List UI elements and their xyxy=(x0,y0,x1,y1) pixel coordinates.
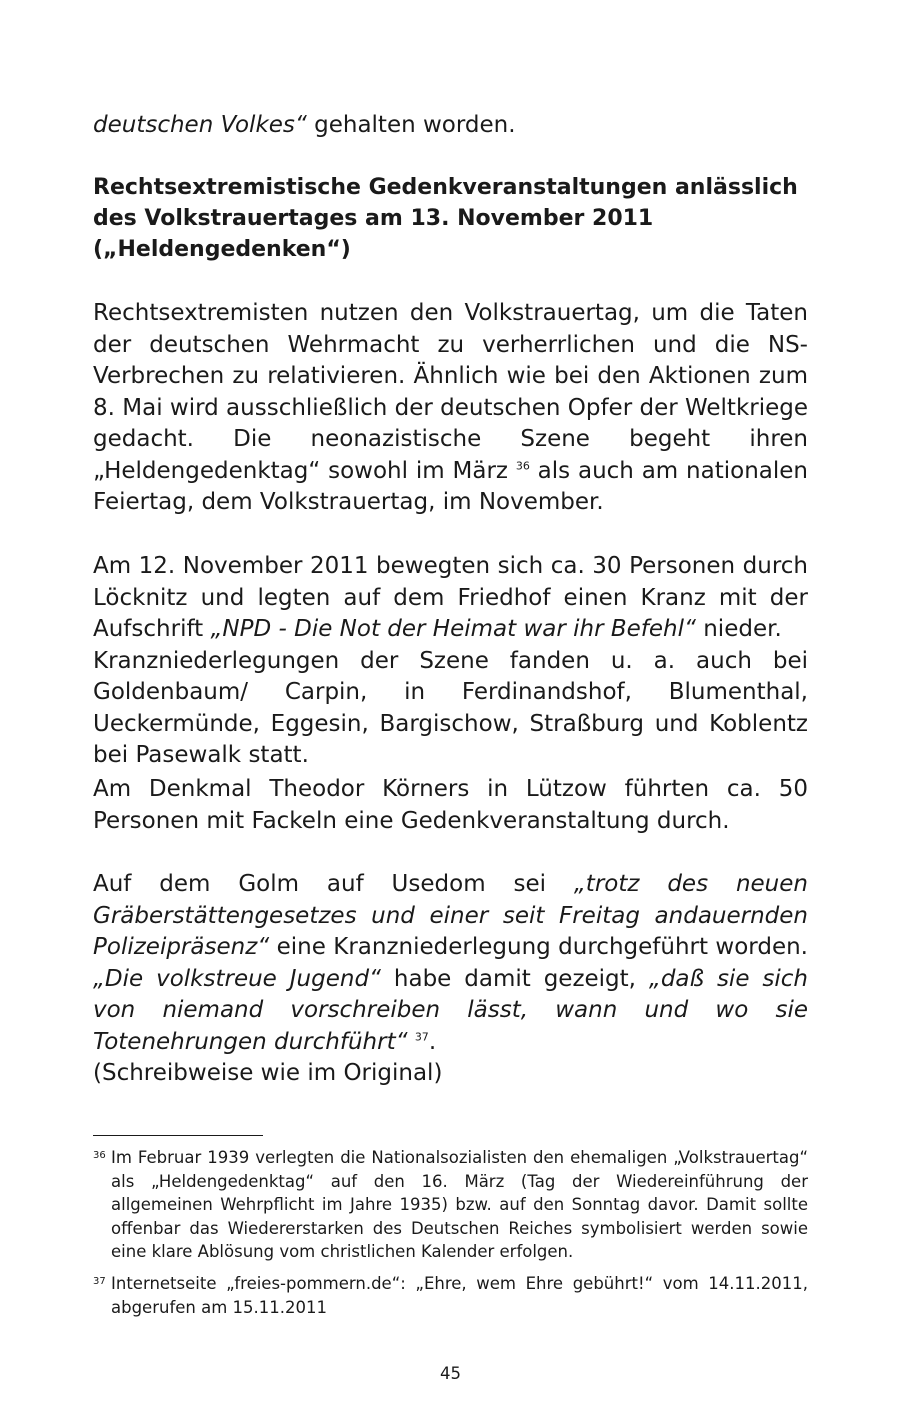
footnote-36 xyxy=(93,1146,808,1264)
quote-2: „Die volkstreue Jugend“ xyxy=(93,965,381,992)
quote-1: „trotz des neuen Gräberstättengesetzes und einer seit Freitag andauernden Polizeipräsenz“ xyxy=(93,871,808,960)
banner-quote: „NPD - Die Not der Heimat war ihr Befehl“ xyxy=(210,616,696,642)
continuation-line xyxy=(93,110,808,142)
footnote-text: Internetseite „freies-pommern.de“: „Ehre, wem Ehre gebührt!“ vom 14.11.2011, abgerufen am 15.11.2011 xyxy=(111,1274,808,1317)
footnote-ref-37[interactable]: 37 xyxy=(414,1029,429,1043)
footnote-37 xyxy=(93,1272,808,1319)
footnote-ref-36[interactable]: 36 xyxy=(515,458,530,472)
continuation-text: gehalten worden. xyxy=(306,112,516,138)
quote-3: „daß sie sich von niemand vorschreiben lässt, wann und wo sie Totenehrungen durchführt“ xyxy=(93,965,809,1055)
paragraph-4 xyxy=(93,869,808,1090)
footnote-divider xyxy=(93,1135,263,1136)
paragraph-2 xyxy=(93,551,808,772)
paragraph-2-text-end: nieder. xyxy=(695,616,782,642)
paragraph-2-locations: Kranzniederlegungen der Szene fanden u. a. auch bei Goldenbaum/ Carpin, in Ferdinandshof, Blumenthal, Ueckermünde, Eggesin, Bargischow, Straßburg und Koblentz bei Pasewalk statt. xyxy=(93,647,808,768)
quote-fragment: deutschen Volkes“ xyxy=(93,112,307,138)
paragraph-4-text-3: habe damit gezeigt, xyxy=(380,965,649,992)
paragraph-1-text: Rechtsextremisten nutzen den Volkstrauertag, um die Taten der deutschen Wehrmacht zu verherrlichen und die NS-Verbrechen zu relativieren. Ähnlich wie bei den Aktionen zum 8. Mai wird ausschließlich der deutschen Opfer der Weltkriege gedacht. Die neonazistische Szene begeht ihren „Heldengedenktag“ sowohl im März xyxy=(93,300,809,484)
spelling-note: (Schreibweise wie im Original) xyxy=(93,1060,443,1086)
paragraph-4-text-2: eine Kranzniederlegung durchgeführt worden. xyxy=(269,934,808,960)
footnote-text: Im Februar 1939 verlegten die Nationalsozialisten den ehemaligen „Volkstrauertag“ als „Heldengedenktag“ auf den 16. März (Tag der Wiedereinführung der allgemeinen Wehrpflicht im Jahre 1935) bzw. auf den Sonntag davor. Damit sollte offenbar das Wiedererstarken des Deutschen Reiches symbolisiert werden sowie eine klare Ablösung vom christlichen Kalender erfolgen. xyxy=(111,1148,808,1261)
paragraph-4-text: Auf dem Golm auf Usedom sei xyxy=(93,871,574,897)
paragraph-2-text: Am 12. November 2011 bewegten sich ca. 30 Personen durch Löcknitz und legten auf dem Friedhof einen Kranz mit der Aufschrift xyxy=(93,553,808,642)
paragraph-1 xyxy=(93,298,808,519)
paragraph-1-text-cont: als auch am nationalen Feiertag, dem Volkstrauertag, im November. xyxy=(93,457,808,515)
footnote-number: 37 xyxy=(93,1276,106,1287)
paragraph-4-period: . xyxy=(428,1028,437,1055)
footnote-number: 36 xyxy=(93,1150,106,1161)
page-number: 45 xyxy=(440,1364,461,1383)
section-heading: Rechtsextremistische Gedenkveranstaltungen anlässlich des Volkstrauertages am 13. November 2011 („Heldengedenken“) xyxy=(93,175,798,262)
paragraph-3: Am Denkmal Theodor Körners in Lützow führten ca. 50 Personen mit Fackeln eine Gedenkveranstaltung durch. xyxy=(93,776,808,834)
